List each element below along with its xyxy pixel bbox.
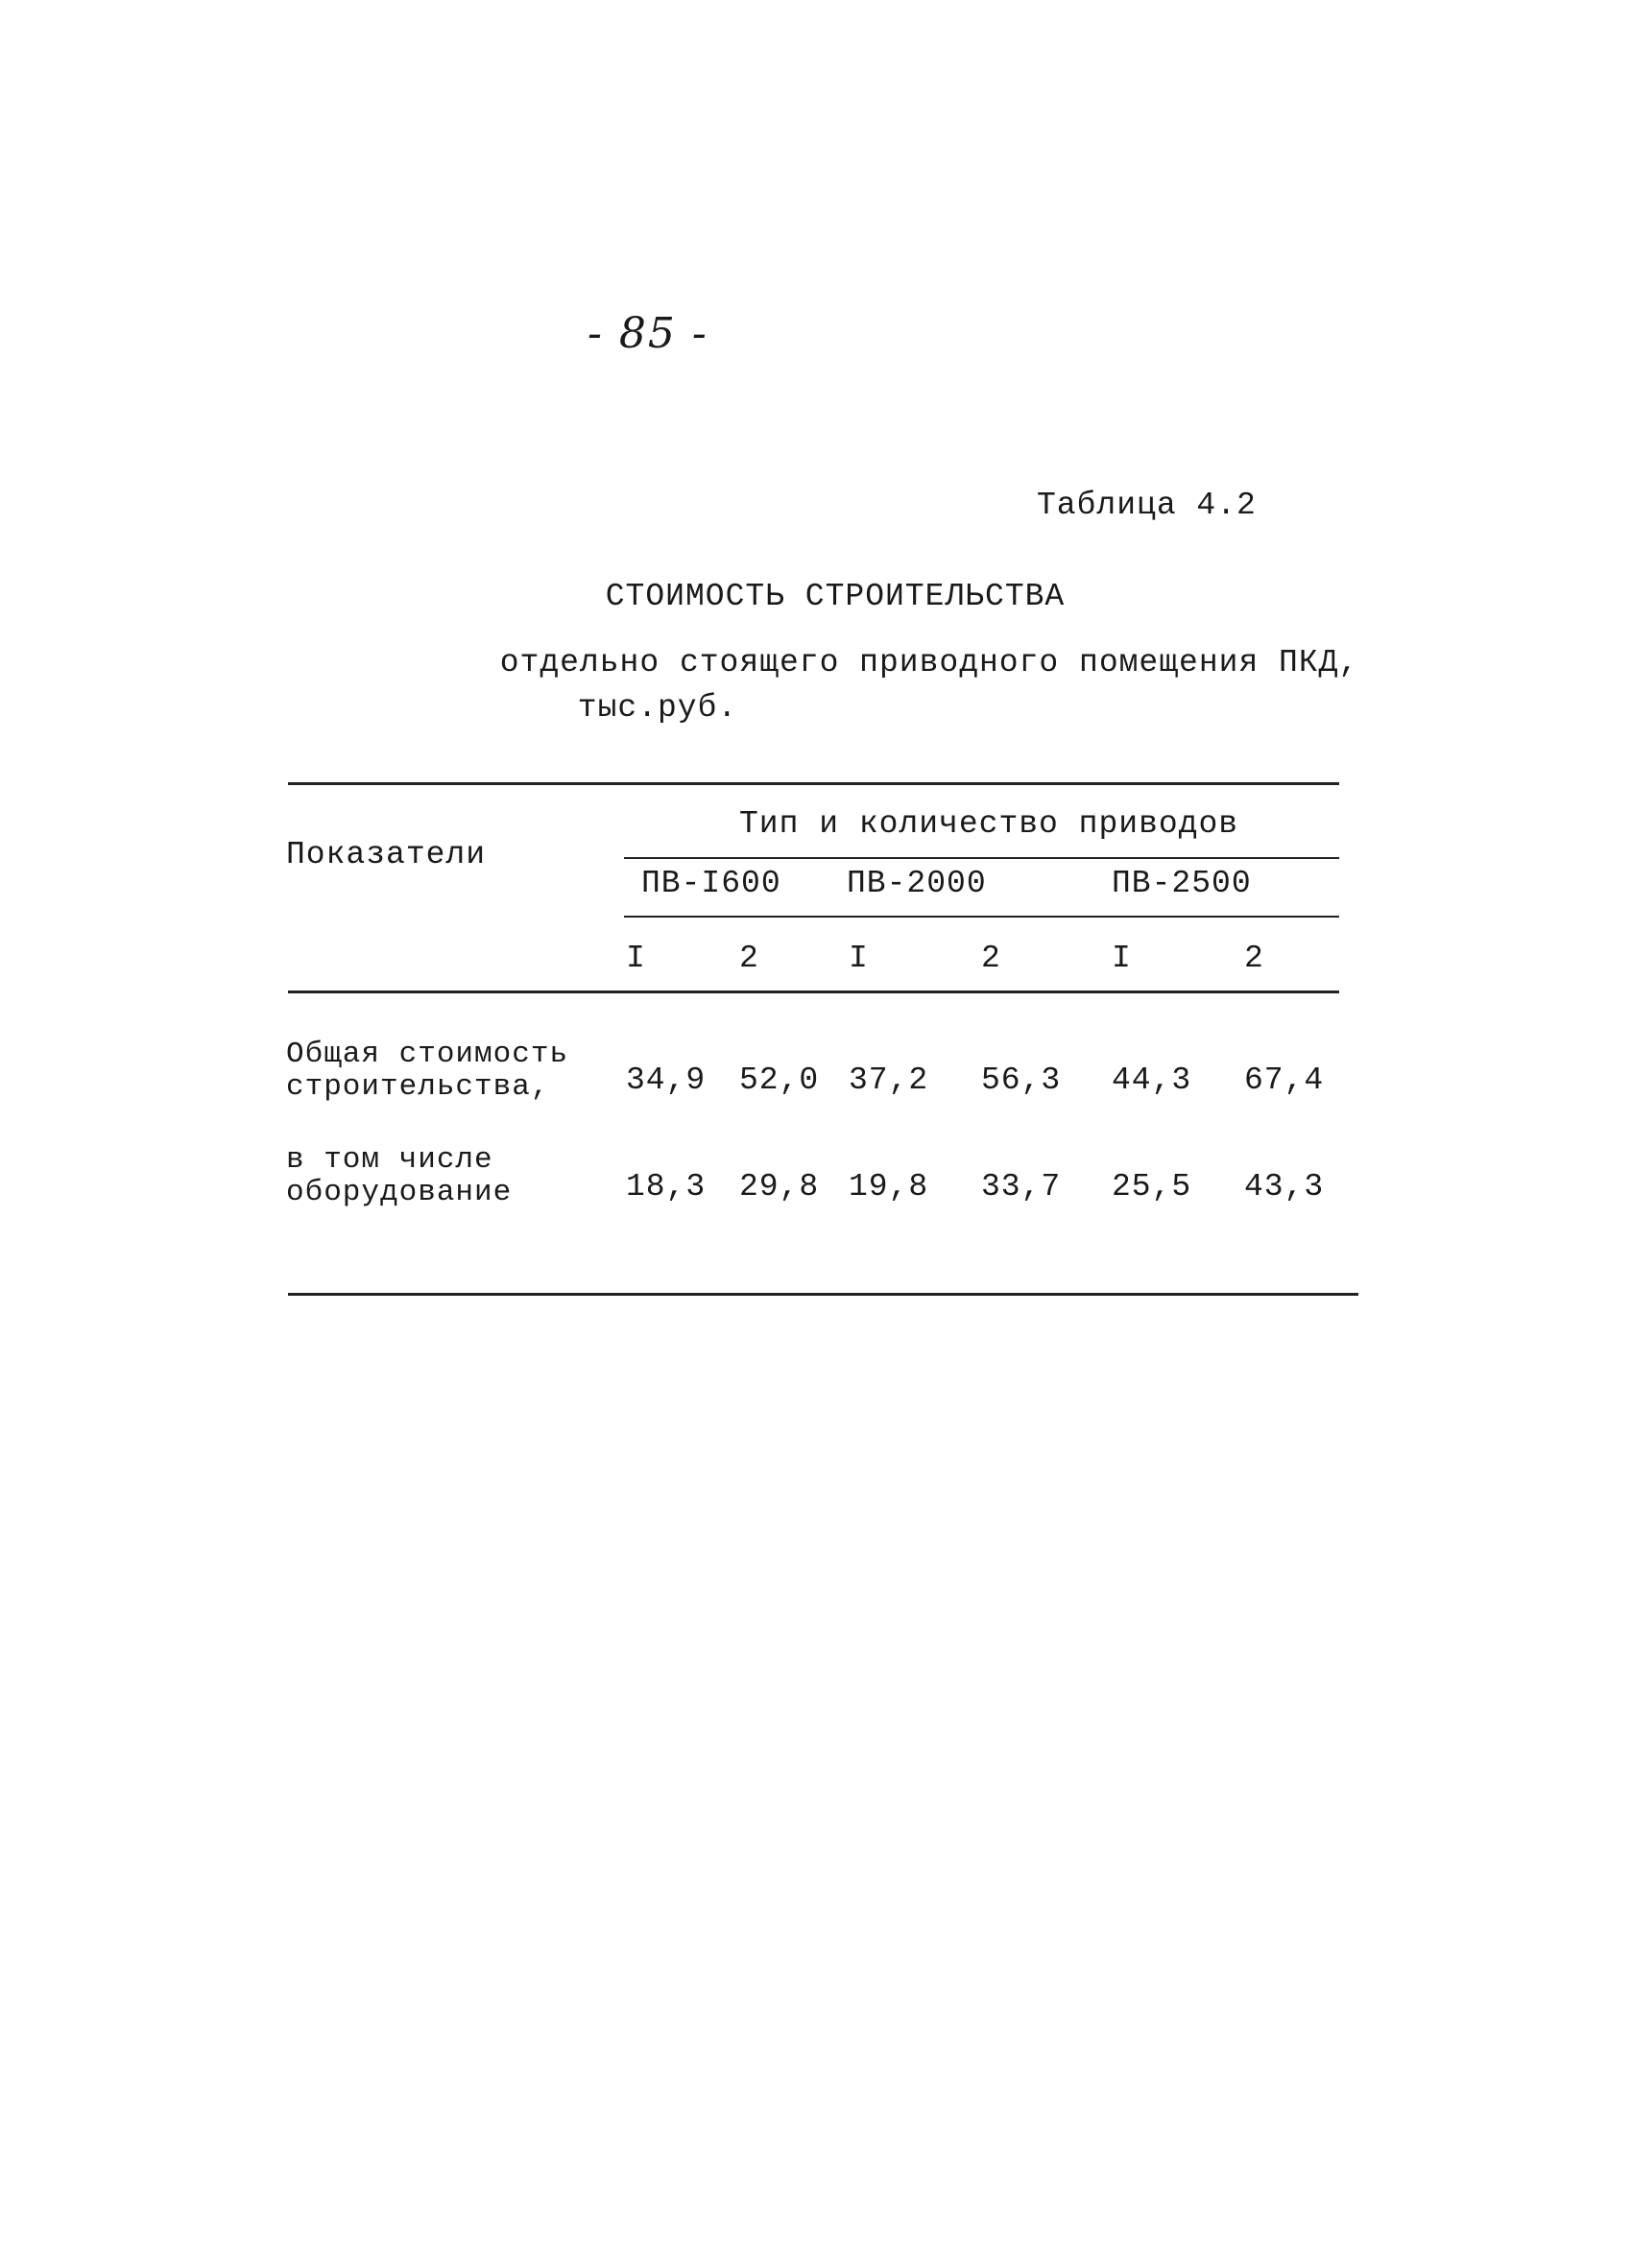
header-bottom-rule	[288, 991, 1339, 993]
count-header: 2	[1244, 941, 1264, 976]
table-cell: 37,2	[849, 1062, 929, 1098]
table-top-rule	[288, 782, 1339, 785]
count-header: I	[849, 941, 869, 976]
table-cell: 56,3	[981, 1062, 1062, 1098]
table-cell: 19,8	[849, 1169, 929, 1205]
drive-type-pv2500: ПВ-2500	[1112, 866, 1252, 901]
table-bottom-rule	[288, 1293, 1358, 1296]
count-header: I	[626, 941, 646, 976]
count-header: 2	[739, 941, 759, 976]
count-header: I	[1112, 941, 1132, 976]
drive-type-pv1600: ПВ-I600	[641, 866, 781, 901]
table-cell: 33,7	[981, 1169, 1062, 1205]
group-header: Тип и количество приводов	[739, 806, 1239, 842]
row-label: Общая стоимость строительства,	[286, 1038, 569, 1104]
title-subtitle: отдельно стоящего приводного помещения ПКД,	[499, 645, 1359, 680]
row-label: в том числе оборудование	[286, 1143, 513, 1209]
drive-type-rule	[624, 916, 1339, 918]
table-caption: Таблица 4.2	[1037, 488, 1257, 523]
table-cell: 44,3	[1112, 1062, 1192, 1098]
table-cell: 18,3	[626, 1169, 707, 1205]
table-cell: 67,4	[1244, 1062, 1325, 1098]
count-header: 2	[981, 941, 1001, 976]
table-cell: 43,3	[1244, 1169, 1325, 1205]
indicator-header: Показатели	[286, 837, 487, 872]
table-cell: 29,8	[739, 1169, 820, 1205]
table-cell: 34,9	[626, 1062, 707, 1098]
table-cell: 52,0	[739, 1062, 820, 1098]
page-number: - 85 -	[588, 309, 708, 358]
group-header-rule	[624, 857, 1339, 859]
drive-type-pv2000: ПВ-2000	[847, 866, 987, 901]
title-main: СТОИМОСТЬ СТРОИТЕЛЬСТВА	[605, 579, 1066, 614]
table-cell: 25,5	[1112, 1169, 1192, 1205]
title-unit: тыс.руб.	[577, 690, 738, 726]
